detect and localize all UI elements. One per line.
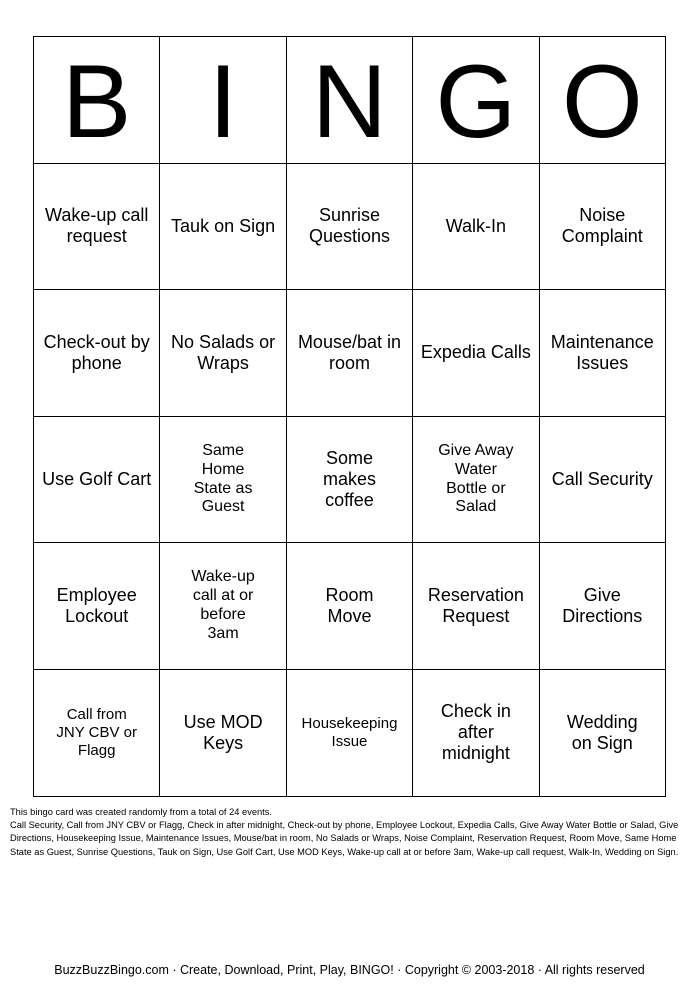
copyright-footer: BuzzBuzzBingo.com · Create, Download, Print, Play, BINGO! · Copyright © 2003-2018 · All rights reserved xyxy=(54,963,645,977)
bingo-cell: Mouse/bat in room xyxy=(286,290,412,417)
bingo-cell: Tauk on Sign xyxy=(160,163,286,290)
bingo-cell: Sunrise Questions xyxy=(286,163,412,290)
bingo-row-2 xyxy=(34,290,666,417)
bingo-cell: Wedding on Sign xyxy=(539,669,665,796)
bingo-cell: Room Move xyxy=(286,543,412,670)
bingo-cell: Noise Complaint xyxy=(539,163,665,290)
bingo-cell: Housekeeping Issue xyxy=(286,669,412,796)
bingo-row-1 xyxy=(34,163,666,290)
bingo-cell: Give Away Water Bottle or Salad xyxy=(413,416,539,543)
bingo-cell: Use Golf Cart xyxy=(34,416,160,543)
bingo-cell: Check in after midnight xyxy=(413,669,539,796)
bingo-cell: Wake-up call at or before 3am xyxy=(160,543,286,670)
bingo-cell: Employee Lockout xyxy=(34,543,160,670)
bingo-cell: Wake-up call request xyxy=(34,163,160,290)
bingo-card xyxy=(33,36,666,797)
bingo-cell: Maintenance Issues xyxy=(539,290,665,417)
header-letter-b: B xyxy=(34,37,160,164)
header-letter-i: I xyxy=(160,37,286,164)
bingo-cell: Same Home State as Guest xyxy=(160,416,286,543)
bingo-cell: No Salads or Wraps xyxy=(160,290,286,417)
bingo-cell: Give Directions xyxy=(539,543,665,670)
created-note: This bingo card was created randomly from a total of 24 events. xyxy=(10,807,272,817)
header-letter-o: O xyxy=(539,37,665,164)
bingo-row-3 xyxy=(34,416,666,543)
bingo-cell: Call from JNY CBV or Flagg xyxy=(34,669,160,796)
bingo-cell: Use MOD Keys xyxy=(160,669,286,796)
bingo-cell: Walk-In xyxy=(413,163,539,290)
bingo-cell: Check-out by phone xyxy=(34,290,160,417)
header-letter-n: N xyxy=(286,37,412,164)
header-letter-g: G xyxy=(413,37,539,164)
bingo-row-4 xyxy=(34,543,666,670)
bingo-cell: Reservation Request xyxy=(413,543,539,670)
bingo-header-row xyxy=(34,37,666,164)
bingo-row-5 xyxy=(34,669,666,796)
bingo-cell: Some makes coffee xyxy=(286,416,412,543)
bingo-cell: Expedia Calls xyxy=(413,290,539,417)
bingo-cell: Call Security xyxy=(539,416,665,543)
card-info xyxy=(10,806,690,859)
event-list: Call Security, Call from JNY CBV or Flagg, Check in after midnight, Check-out by phone, Employee Lockout, Expedia Calls, Give Away Water Bottle or Salad, Give Directions, Housekeeping Issue, Maintenance Issues, Mouse/bat in room, No Salads or Wraps, Noise Complaint, Reservation Request, Room Move, Same Home State as Guest, Sunrise Questions, Tauk on Sign, Use Golf Cart, Use MOD Keys, Wake-up call at or before 3am, Wake-up call request, Walk-In, Wedding on Sign. xyxy=(10,820,679,857)
